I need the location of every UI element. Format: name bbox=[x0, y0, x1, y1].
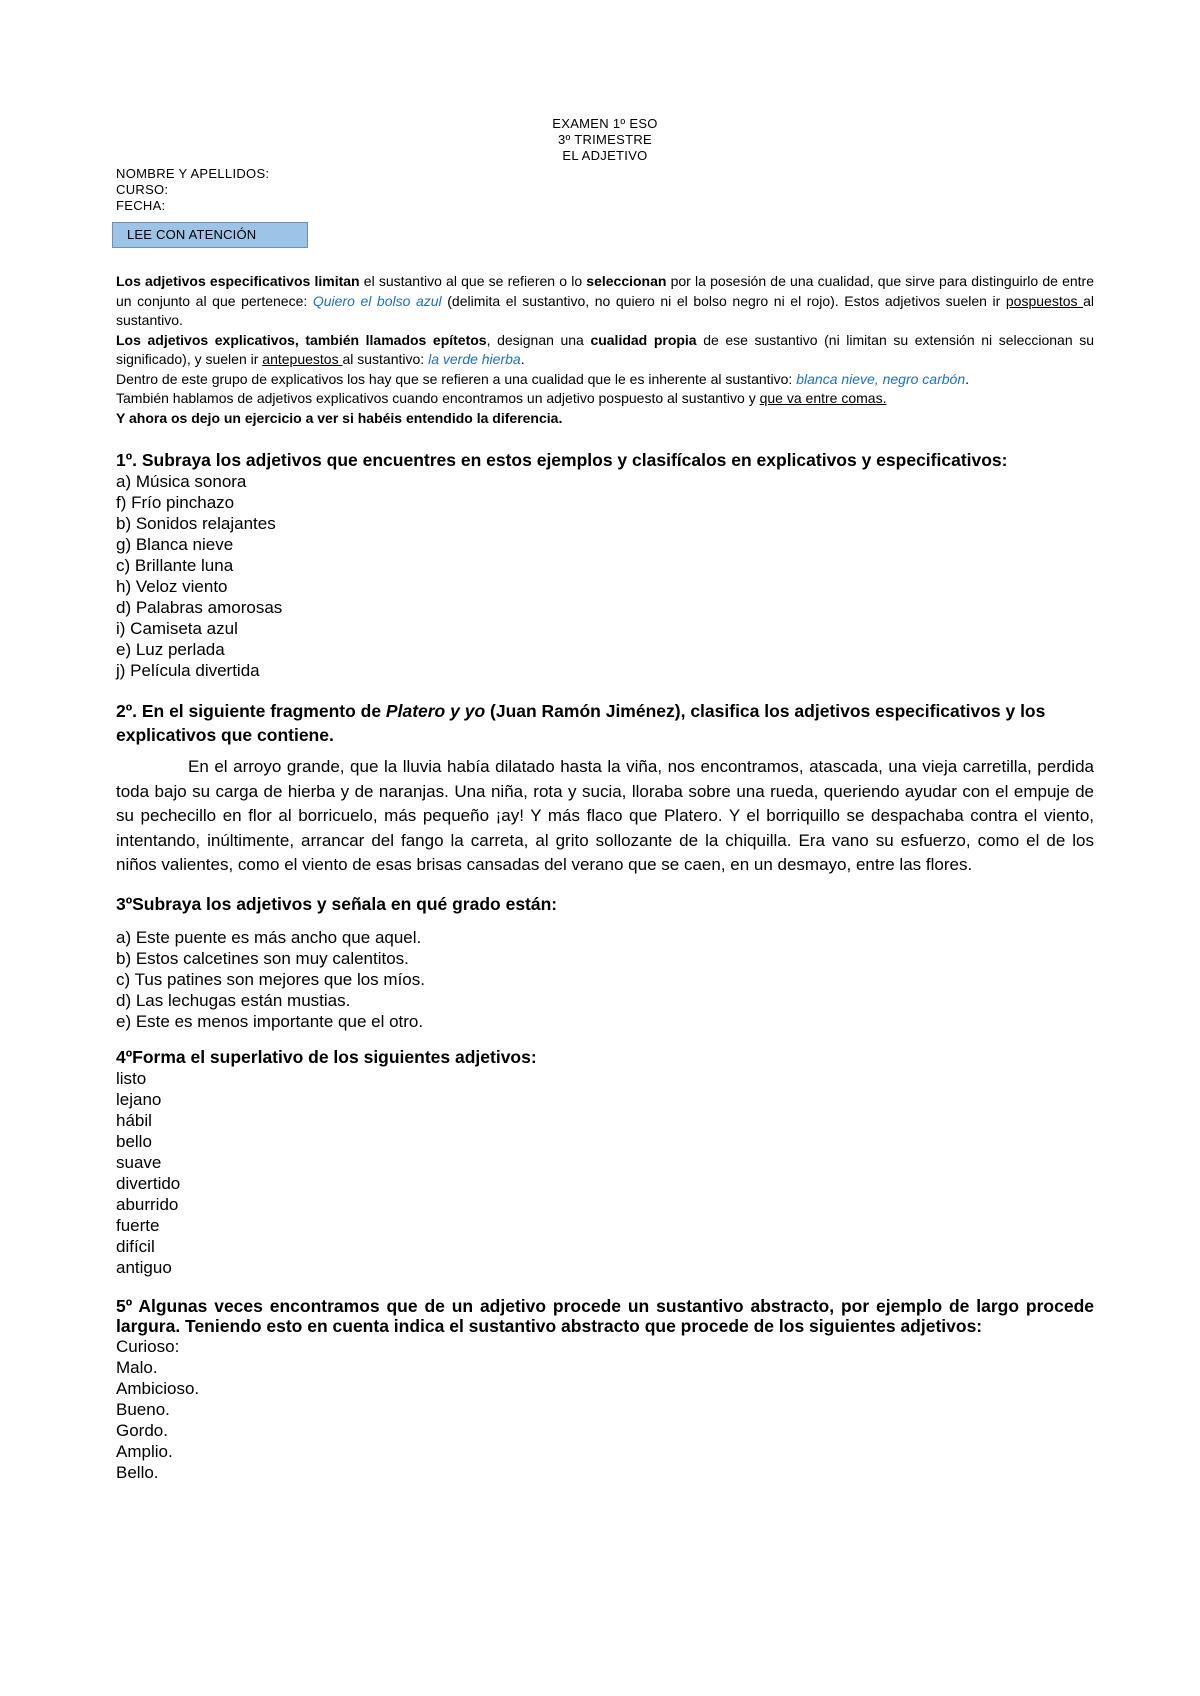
list-item: e) Este es menos importante que el otro. bbox=[116, 1011, 424, 1031]
book-title: Platero y yo bbox=[385, 701, 486, 721]
list-item: f) Frío pinchazo bbox=[116, 493, 235, 512]
list-item: Bueno. bbox=[116, 1399, 170, 1419]
intro-paragraph-inherent: Dentro de este grupo de explicativos los hay que se refieren a una cualidad que le es inherente al sustantivo: blanca nieve, negro carbón. bbox=[116, 370, 970, 387]
question-4-title: 4ºForma el superlativo de los siguientes adjetivos: bbox=[116, 1046, 537, 1067]
question-1-items bbox=[116, 471, 1094, 681]
question-2-title: 2º. En el siguiente fragmento de Platero y yo (Juan Ramón Jiménez), clasifica los adjetivos especificativos y los explicativos que contiene. bbox=[116, 701, 1046, 745]
list-item: c) Brillante luna bbox=[116, 556, 234, 575]
read-carefully-box: LEE CON ATENCIÓN bbox=[112, 222, 308, 248]
question-3-title: 3ºSubraya los adjetivos y señala en qué grado están: bbox=[116, 893, 558, 914]
name-label: NOMBRE Y APELLIDOS: bbox=[116, 166, 270, 181]
list-item: Gordo. bbox=[116, 1420, 168, 1440]
example-text: Quiero el bolso azul bbox=[312, 292, 442, 309]
question-1 bbox=[116, 450, 1094, 681]
example-text: blanca nieve, negro carbón bbox=[796, 370, 966, 387]
list-item: Curioso: bbox=[116, 1336, 180, 1356]
exam-header bbox=[116, 116, 1094, 164]
intro-paragraph-commas: También hablamos de adjetivos explicativos cuando encontramos un adjetivo pospuesto al sustantivo y que va entre comas. bbox=[116, 390, 887, 406]
list-item: c) Tus patines son mejores que los míos. bbox=[116, 969, 425, 989]
list-item: d) Las lechugas están mustias. bbox=[116, 990, 351, 1010]
list-item: bello bbox=[116, 1131, 152, 1151]
list-item: Bello. bbox=[116, 1462, 159, 1482]
list-item: j) Película divertida bbox=[116, 661, 260, 680]
question-4-items bbox=[116, 1068, 1094, 1278]
question-5-title: 5º Algunas veces encontramos que de un adjetivo procede un sustantivo abstracto, por ejemplo de largo procede largura. Teniendo esto en cuenta indica el sustantivo abstracto que procede de los siguientes adjetivos: bbox=[116, 1295, 1094, 1336]
date-label: FECHA: bbox=[116, 198, 166, 213]
intro-explanation bbox=[116, 272, 1094, 428]
exam-topic: EL ADJETIVO bbox=[562, 148, 648, 163]
list-item: difícil bbox=[116, 1236, 155, 1256]
list-item: b) Sonidos relajantes bbox=[116, 514, 276, 533]
exam-title: EXAMEN 1º ESO bbox=[552, 116, 658, 131]
platero-fragment: En el arroyo grande, que la lluvia había dilatado hasta la viña, nos encontramos, atascada, una vieja carretilla, perdida toda bajo su carga de hierba y de naranjas. Una niña, rota y sucia, lloraba sobre una rueda, queriendo ayudar con el empuje de su pechecillo en flor al borricuelo, más pequeño ¡ay! Y más flaco que Platero. Y el borriquillo se despachaba contra el viento, intentando, inúltimente, arrancar del fango la carreta, al grito sollozante de la chiquilla. Era vano su esfuerzo, como el de los niños valientes, como el viento de esas brisas cansadas del verano que se caen, en un desmayo, entre las flores. bbox=[116, 757, 1094, 874]
question-2 bbox=[116, 699, 1094, 878]
list-item: lejano bbox=[116, 1089, 162, 1109]
student-fields bbox=[116, 166, 1094, 214]
list-item: b) Estos calcetines son muy calentitos. bbox=[116, 948, 409, 968]
question-3-items bbox=[116, 927, 1094, 1032]
list-item: d) Palabras amorosas bbox=[116, 598, 283, 617]
question-5-items bbox=[116, 1336, 1094, 1483]
list-item: suave bbox=[116, 1152, 162, 1172]
list-item: antiguo bbox=[116, 1257, 172, 1277]
list-item: h) Veloz viento bbox=[116, 577, 228, 596]
course-label: CURSO: bbox=[116, 182, 169, 197]
example-text: la verde hierba bbox=[428, 351, 521, 367]
list-item: fuerte bbox=[116, 1215, 160, 1235]
list-item: a) Este puente es más ancho que aquel. bbox=[116, 927, 422, 947]
list-item: Ambicioso. bbox=[116, 1378, 200, 1398]
intro-paragraph-exercise: Y ahora os dejo un ejercicio a ver si habéis entendido la diferencia. bbox=[116, 409, 563, 426]
question-4 bbox=[116, 1047, 1094, 1278]
intro-paragraph-specific: Los adjetivos especificativos limitan el sustantivo al que se refieren o lo seleccionan por la posesión de una cualidad, que sirve para distinguirlo de entre un conjunto al que pertenece: Quiero el bolso azul (delimita el sustantivo, no quiero ni el bolso negro ni el rojo). Estos adjetivos suelen ir pospuestos al sustantivo. bbox=[116, 273, 1094, 328]
question-5 bbox=[116, 1296, 1094, 1483]
question-3 bbox=[116, 894, 1094, 1032]
list-item: Malo. bbox=[116, 1357, 158, 1377]
list-item: g) Blanca nieve bbox=[116, 535, 234, 554]
list-item: e) Luz perlada bbox=[116, 640, 225, 659]
list-item: a) Música sonora bbox=[116, 472, 247, 491]
list-item: i) Camiseta azul bbox=[116, 619, 238, 638]
intro-paragraph-explicative: Los adjetivos explicativos, también llamados epítetos, designan una cualidad propia de ese sustantivo (ni limitan su extensión ni seleccionan su significado), y suelen ir antepuestos al sustantivo: la verde hierba. bbox=[116, 331, 1095, 367]
list-item: Amplio. bbox=[116, 1441, 173, 1461]
exam-term: 3º TRIMESTRE bbox=[557, 132, 653, 147]
list-item: divertido bbox=[116, 1173, 181, 1193]
exam-page bbox=[116, 116, 1094, 1483]
question-1-title: 1º. Subraya los adjetivos que encuentres en estos ejemplos y clasifícalos en explicativos y especificativos: bbox=[116, 450, 1008, 470]
list-item: hábil bbox=[116, 1110, 152, 1130]
list-item: aburrido bbox=[116, 1194, 179, 1214]
list-item: listo bbox=[116, 1068, 147, 1088]
